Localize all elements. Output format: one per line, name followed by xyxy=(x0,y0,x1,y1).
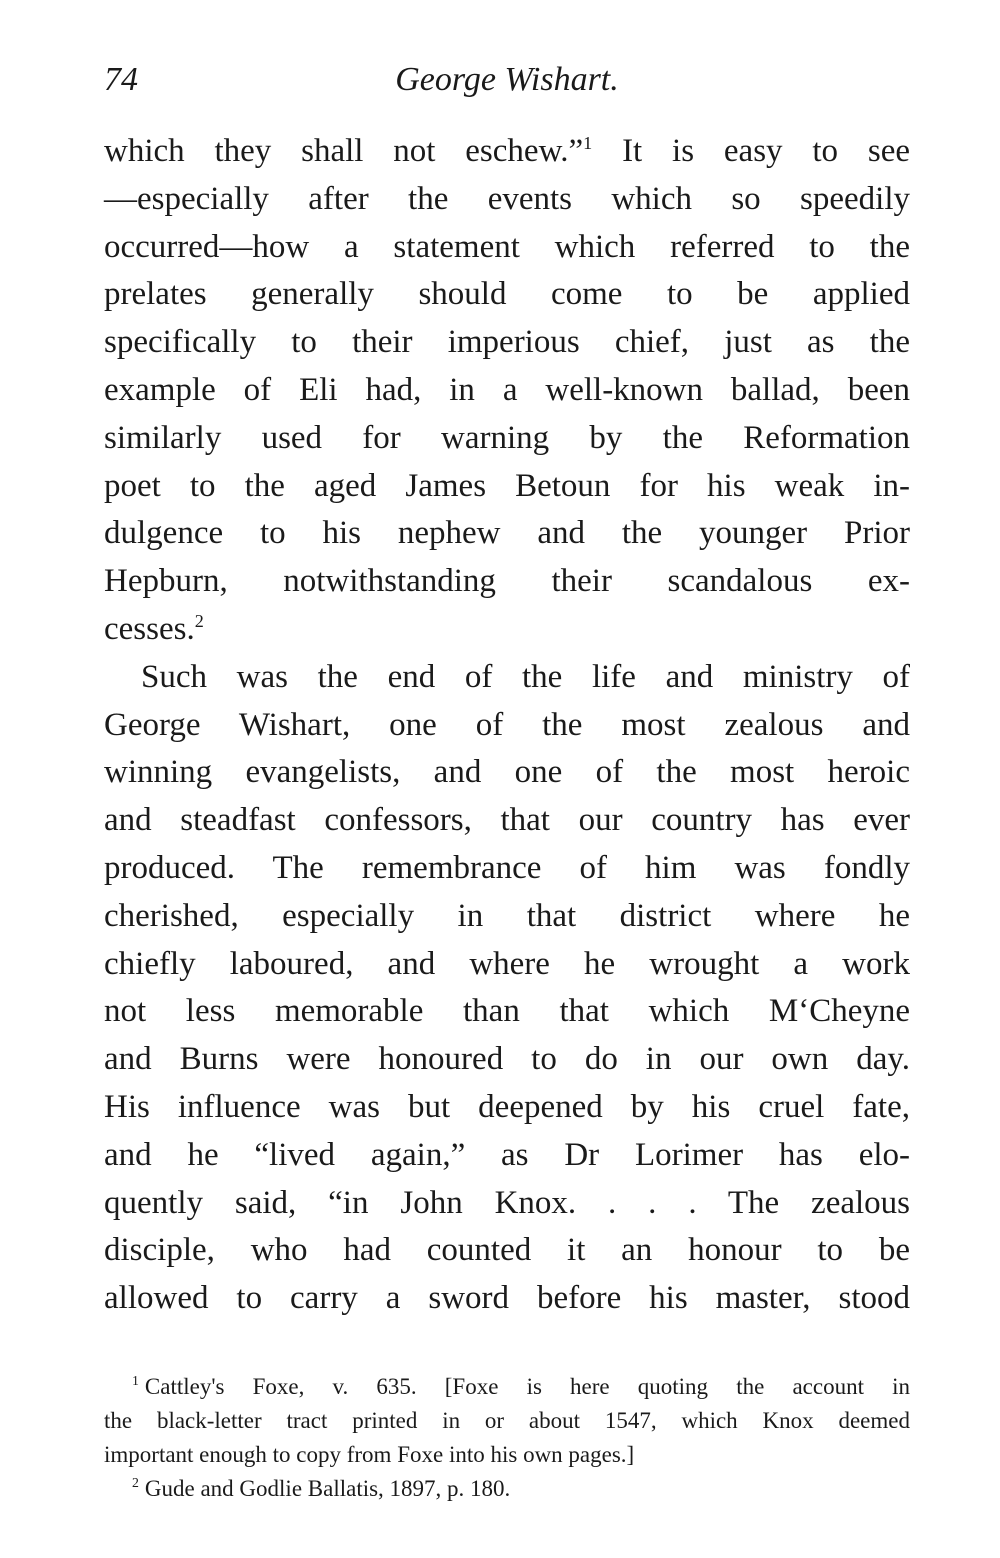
text-line: Hepburn, notwithstanding their scandalous ex- xyxy=(104,563,910,600)
footnote-line: $^1$ Cattley's Foxe, v. 635. [Foxe is here quoting the account in xyxy=(132,1373,910,1399)
text-line: and Burns were honoured to do in our own day. xyxy=(104,1041,910,1078)
text-line: cesses.$^2$ xyxy=(104,610,204,647)
paragraph-1 xyxy=(104,128,910,654)
text-line: example of Eli had, in a well-known ballad, been xyxy=(104,371,910,408)
footnote-mark: 1 xyxy=(132,1373,139,1389)
text-line: George Wishart, one of the most zealous and xyxy=(104,706,910,743)
footnote-ref-1[interactable]: 1 xyxy=(583,133,593,153)
running-head xyxy=(104,58,910,102)
footnote-line: important enough to copy from Foxe into his own pages.] xyxy=(104,1442,635,1467)
text-line: and he “lived again,” as Dr Lorimer has elo- xyxy=(104,1136,910,1173)
text-line: produced. The remembrance of him was fondly xyxy=(104,849,910,886)
text-line: which they shall not eschew.”$^1$ It is easy to see xyxy=(104,133,911,169)
text-line: occurred—how a statement which referred to the xyxy=(104,228,910,265)
footnote-line: $^2$ Gude and Godlie Ballatis, 1897, p. 180. xyxy=(132,1475,511,1501)
text-line: chiefly laboured, and where he wrought a work xyxy=(104,945,910,982)
text-line: allowed to carry a sword before his master, stood xyxy=(104,1280,910,1317)
body-text xyxy=(104,128,910,1323)
text-line: specifically to their imperious chief, just as the xyxy=(104,324,910,361)
text-line: cherished, especially in that district where he xyxy=(104,897,910,934)
paragraph-2 xyxy=(104,654,910,1323)
footnote-2 xyxy=(104,1472,910,1506)
text-line: His influence was but deepened by his cruel fate, xyxy=(104,1088,910,1125)
text-line: Such was the end of the life and ministry of xyxy=(141,658,910,695)
running-title: George Wishart. xyxy=(395,61,619,98)
footnote-1 xyxy=(104,1370,910,1472)
text-line: —especially after the events which so speedily xyxy=(104,180,910,217)
footnote-line: the black-letter tract printed in or about 1547, which Knox deemed xyxy=(104,1408,910,1433)
text-line: prelates generally should come to be applied xyxy=(104,276,910,313)
footnote-mark: 2 xyxy=(132,1475,139,1491)
text-line: quently said, “in John Knox. . . . The zealous xyxy=(104,1184,910,1221)
text-line: winning evangelists, and one of the most heroic xyxy=(104,754,910,791)
page-number: 74 xyxy=(104,61,138,98)
text-line: similarly used for warning by the Reformation xyxy=(104,419,910,456)
text-line: poet to the aged James Betoun for his weak in- xyxy=(104,467,910,504)
text-line: and steadfast confessors, that our country has ever xyxy=(104,802,910,839)
footnote-ref-2[interactable]: 2 xyxy=(194,610,204,631)
text-line: dulgence to his nephew and the younger Prior xyxy=(104,515,910,552)
text-line: not less memorable than that which M‘Cheyne xyxy=(104,993,910,1030)
footnotes xyxy=(104,1370,910,1506)
text-line: disciple, who had counted it an honour to be xyxy=(104,1232,910,1269)
